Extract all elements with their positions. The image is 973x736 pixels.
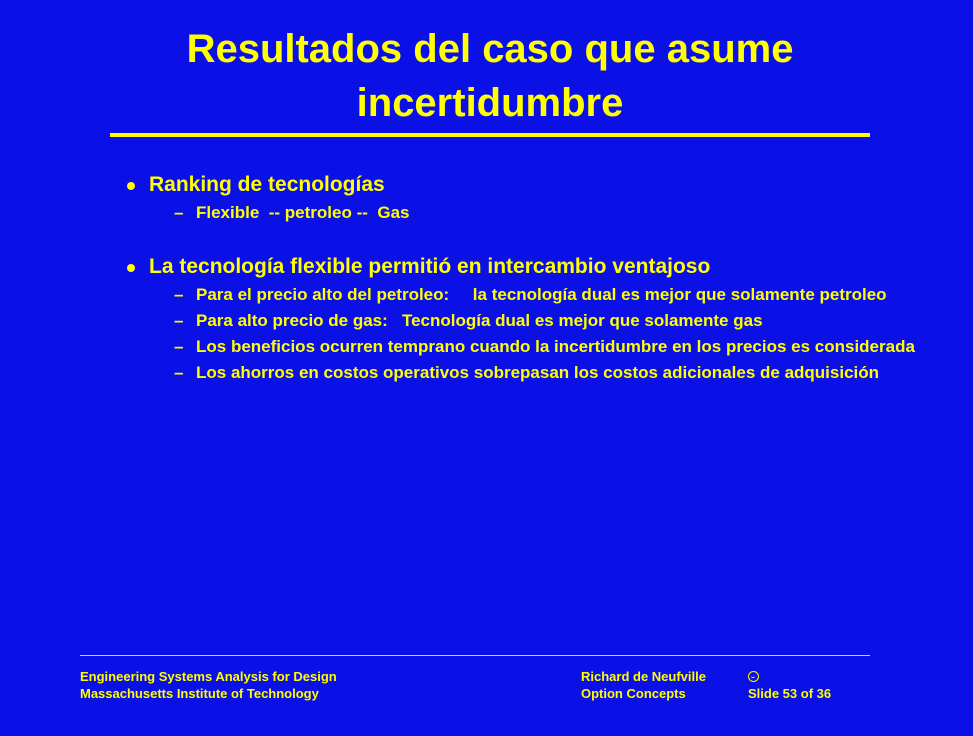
bullet-dot-icon [127,264,135,272]
dash-icon: – [174,337,184,356]
sub-item [125,200,945,226]
bullet-item [125,170,945,200]
bullet-item [125,252,945,282]
slide-title: Resultados del caso que asume incertidumbre [186,27,794,125]
dash-icon: – [174,203,184,222]
footer-divider [80,655,870,656]
sub-item [125,360,945,386]
bullet-text: Ranking de tecnologías [149,173,385,196]
sub-item [125,334,945,360]
sub-text: Flexible -- petroleo -- Gas [196,203,410,222]
footer-author: Richard de Neufville [581,669,706,684]
copyright-icon [748,671,759,682]
footer-university: Massachusetts Institute of Technology [80,686,319,701]
bullet-text: La tecnología flexible permitió en intercambio ventajoso [149,255,711,278]
footer-author-block [581,668,706,702]
dash-icon: – [174,285,184,304]
footer-slide-info [748,668,831,702]
slide-number: Slide 53 of 36 [748,686,832,701]
footer-institution [80,668,337,702]
sub-item [125,282,945,308]
footer-course-name: Engineering Systems Analysis for Design [80,669,337,684]
slide-content [125,170,945,386]
sub-item [125,308,945,334]
bullet-dot-icon [127,182,135,190]
sub-text: Los ahorros en costos operativos sobrepasan los costos adicionales de adquisición [196,363,880,382]
sub-text: Los beneficios ocurren temprano cuando la incertidumbre en los precios es considerada [196,337,915,356]
sub-text: Para alto precio de gas: Tecnología dual es mejor que solamente gas [196,311,763,330]
sub-text: Para el precio alto del petroleo: la tecnología dual es mejor que solamente petroleo [196,285,887,304]
title-underline [110,133,870,137]
dash-icon: – [174,363,184,382]
footer-topic: Option Concepts [581,686,686,701]
dash-icon: – [174,311,184,330]
